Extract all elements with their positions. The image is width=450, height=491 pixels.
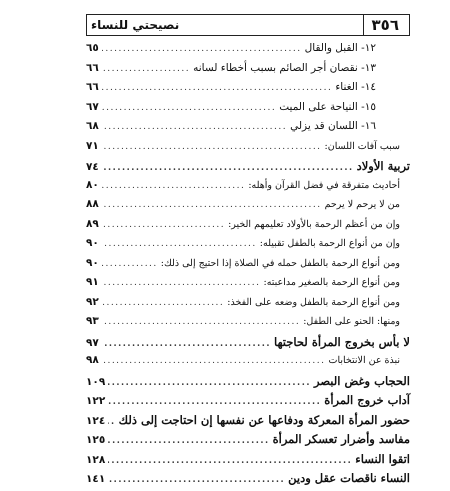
toc-entry-page: ٩٢	[86, 295, 99, 308]
toc-entry-title: حضور المرأة المعركة ودفاعها عن نفسها إن احتاجت إلى ذلك	[118, 412, 410, 427]
toc-entry	[86, 101, 410, 121]
dot-leader	[108, 417, 115, 427]
toc-entry-title: نبذة عن الانتخابات	[328, 355, 400, 366]
toc-entry	[86, 198, 410, 218]
toc-entry-title: تربية الأولاد	[356, 159, 410, 173]
dot-leader	[108, 436, 269, 446]
toc-entry-page: ٦٥	[86, 42, 99, 54]
toc-entry	[86, 354, 410, 374]
toc-entry-page: ١٢٤	[86, 414, 106, 427]
toc-entry-page: ١٢٥	[86, 434, 106, 446]
toc-entry-page: ٦٧	[86, 100, 99, 113]
toc-entry-page: ٨٠	[86, 178, 99, 191]
toc-entry	[86, 315, 410, 335]
toc-entry-page: ١٢٢	[86, 395, 106, 407]
page-header	[86, 14, 410, 36]
toc-entry	[86, 296, 410, 316]
dot-leader	[102, 317, 300, 327]
dot-leader	[102, 103, 276, 113]
toc-entry	[86, 471, 410, 491]
toc-entry	[86, 335, 410, 355]
toc-entry	[86, 237, 410, 257]
toc-entry-page: ١٠٩	[86, 375, 106, 388]
toc-entry-page: ٩٨	[86, 354, 99, 366]
toc-entry-page: ٩٠	[86, 237, 99, 249]
dot-leader	[102, 44, 302, 54]
page-number: ٣٥٦	[363, 15, 405, 35]
dot-leader	[102, 200, 322, 210]
dot-leader	[102, 163, 354, 173]
dot-leader	[102, 64, 190, 74]
toc-entry	[86, 120, 410, 140]
toc-entry-page: ٩٠	[86, 256, 99, 269]
toc-entry-title: ومنها: الحنو على الطفل:	[303, 316, 400, 327]
dot-leader	[102, 259, 158, 269]
dot-leader	[102, 339, 271, 349]
toc-entry	[86, 140, 410, 160]
dot-leader	[108, 397, 321, 407]
toc-entry-page: ٨٨	[86, 198, 99, 210]
toc-entry-page: ١٤١	[86, 473, 106, 485]
toc-entry	[86, 413, 410, 433]
toc-entry-title: ١٦- اللسان قد يزلي	[290, 120, 376, 132]
toc-entry	[86, 62, 410, 82]
toc-entry-title: من لا يرحم لا يرحم	[324, 199, 400, 210]
toc-entry-title: الحجاب وغض البصر	[313, 373, 410, 388]
toc-entry-page: ٧١	[86, 139, 99, 152]
dot-leader	[102, 298, 224, 308]
dot-leader	[102, 356, 326, 366]
toc-entry	[86, 81, 410, 101]
dot-leader	[108, 475, 285, 485]
toc-entry-title: ومن أنواع الرحمة بالطفل حمله في الصلاة إذا احتيج إلى ذلك:	[160, 257, 400, 269]
toc-entry-page: ٦٦	[86, 61, 99, 74]
toc-entry	[86, 159, 410, 179]
toc-entry-title: ١٥- النياحة على الميت	[279, 100, 376, 113]
dot-leader	[102, 220, 225, 230]
toc-entry-title: آداب خروج المرأة	[324, 393, 410, 407]
toc-entry	[86, 257, 410, 277]
toc-entry	[86, 393, 410, 413]
toc-entry-page: ٨٩	[86, 217, 99, 230]
toc-entry-page: ١٢٨	[86, 453, 106, 466]
toc-entry-title: أحاديث متفرقة في فضل القرآن وأهله:	[248, 179, 400, 191]
toc-entry	[86, 452, 410, 472]
toc-entry-title: سبب آفات اللسان:	[324, 140, 400, 152]
table-of-contents	[86, 42, 410, 491]
toc-entry-title: وإن من أنواع الرحمة بالطفل تقبيله:	[259, 238, 400, 249]
dot-leader	[102, 239, 257, 249]
toc-entry-page: ٦٦	[86, 81, 99, 93]
toc-entry	[86, 42, 410, 62]
toc-entry	[86, 432, 410, 452]
toc-entry-page: ٧٤	[86, 161, 99, 173]
toc-entry-title: اتقوا النساء	[355, 451, 410, 466]
toc-entry-page: ٦٨	[86, 120, 99, 132]
dot-leader	[102, 278, 261, 288]
dot-leader	[102, 122, 287, 132]
toc-entry	[86, 374, 410, 394]
dot-leader	[102, 142, 322, 152]
toc-entry-title: لا بأس بخروج المرأة لحاجتها	[274, 334, 410, 349]
toc-entry-title: وإن من أعظم الرحمة بالأولاد تعليمهم الخير:	[228, 218, 400, 230]
dot-leader	[102, 181, 246, 191]
dot-leader	[108, 378, 311, 388]
toc-entry-title: ١٤- الغناء	[335, 81, 376, 93]
toc-entry-title: ١٣- نقصان أجر الصائم بسبب أخطاء لسانه	[193, 61, 376, 74]
toc-entry-title: ومن أنواع الرحمة بالطفل وضعه على الفخذ:	[227, 296, 400, 308]
toc-entry	[86, 218, 410, 238]
toc-entry-page: ٩١	[86, 276, 99, 288]
toc-entry-title: ١٢- القبل والقال	[304, 42, 376, 54]
book-title: نصيحتي للنساء	[91, 18, 180, 32]
toc-entry-page: ٩٧	[86, 336, 99, 349]
dot-leader	[108, 456, 352, 466]
toc-entry	[86, 276, 410, 296]
dot-leader	[102, 83, 333, 93]
toc-entry-title: ومن أنواع الرحمة بالصغير مداعبته:	[263, 277, 400, 288]
toc-entry-page: ٩٣	[86, 315, 99, 327]
toc-entry	[86, 179, 410, 199]
toc-entry-title: مفاسد وأضرار تعسكر المرأة	[272, 432, 410, 446]
toc-entry-title: النساء ناقصات عقل ودين	[288, 471, 410, 485]
